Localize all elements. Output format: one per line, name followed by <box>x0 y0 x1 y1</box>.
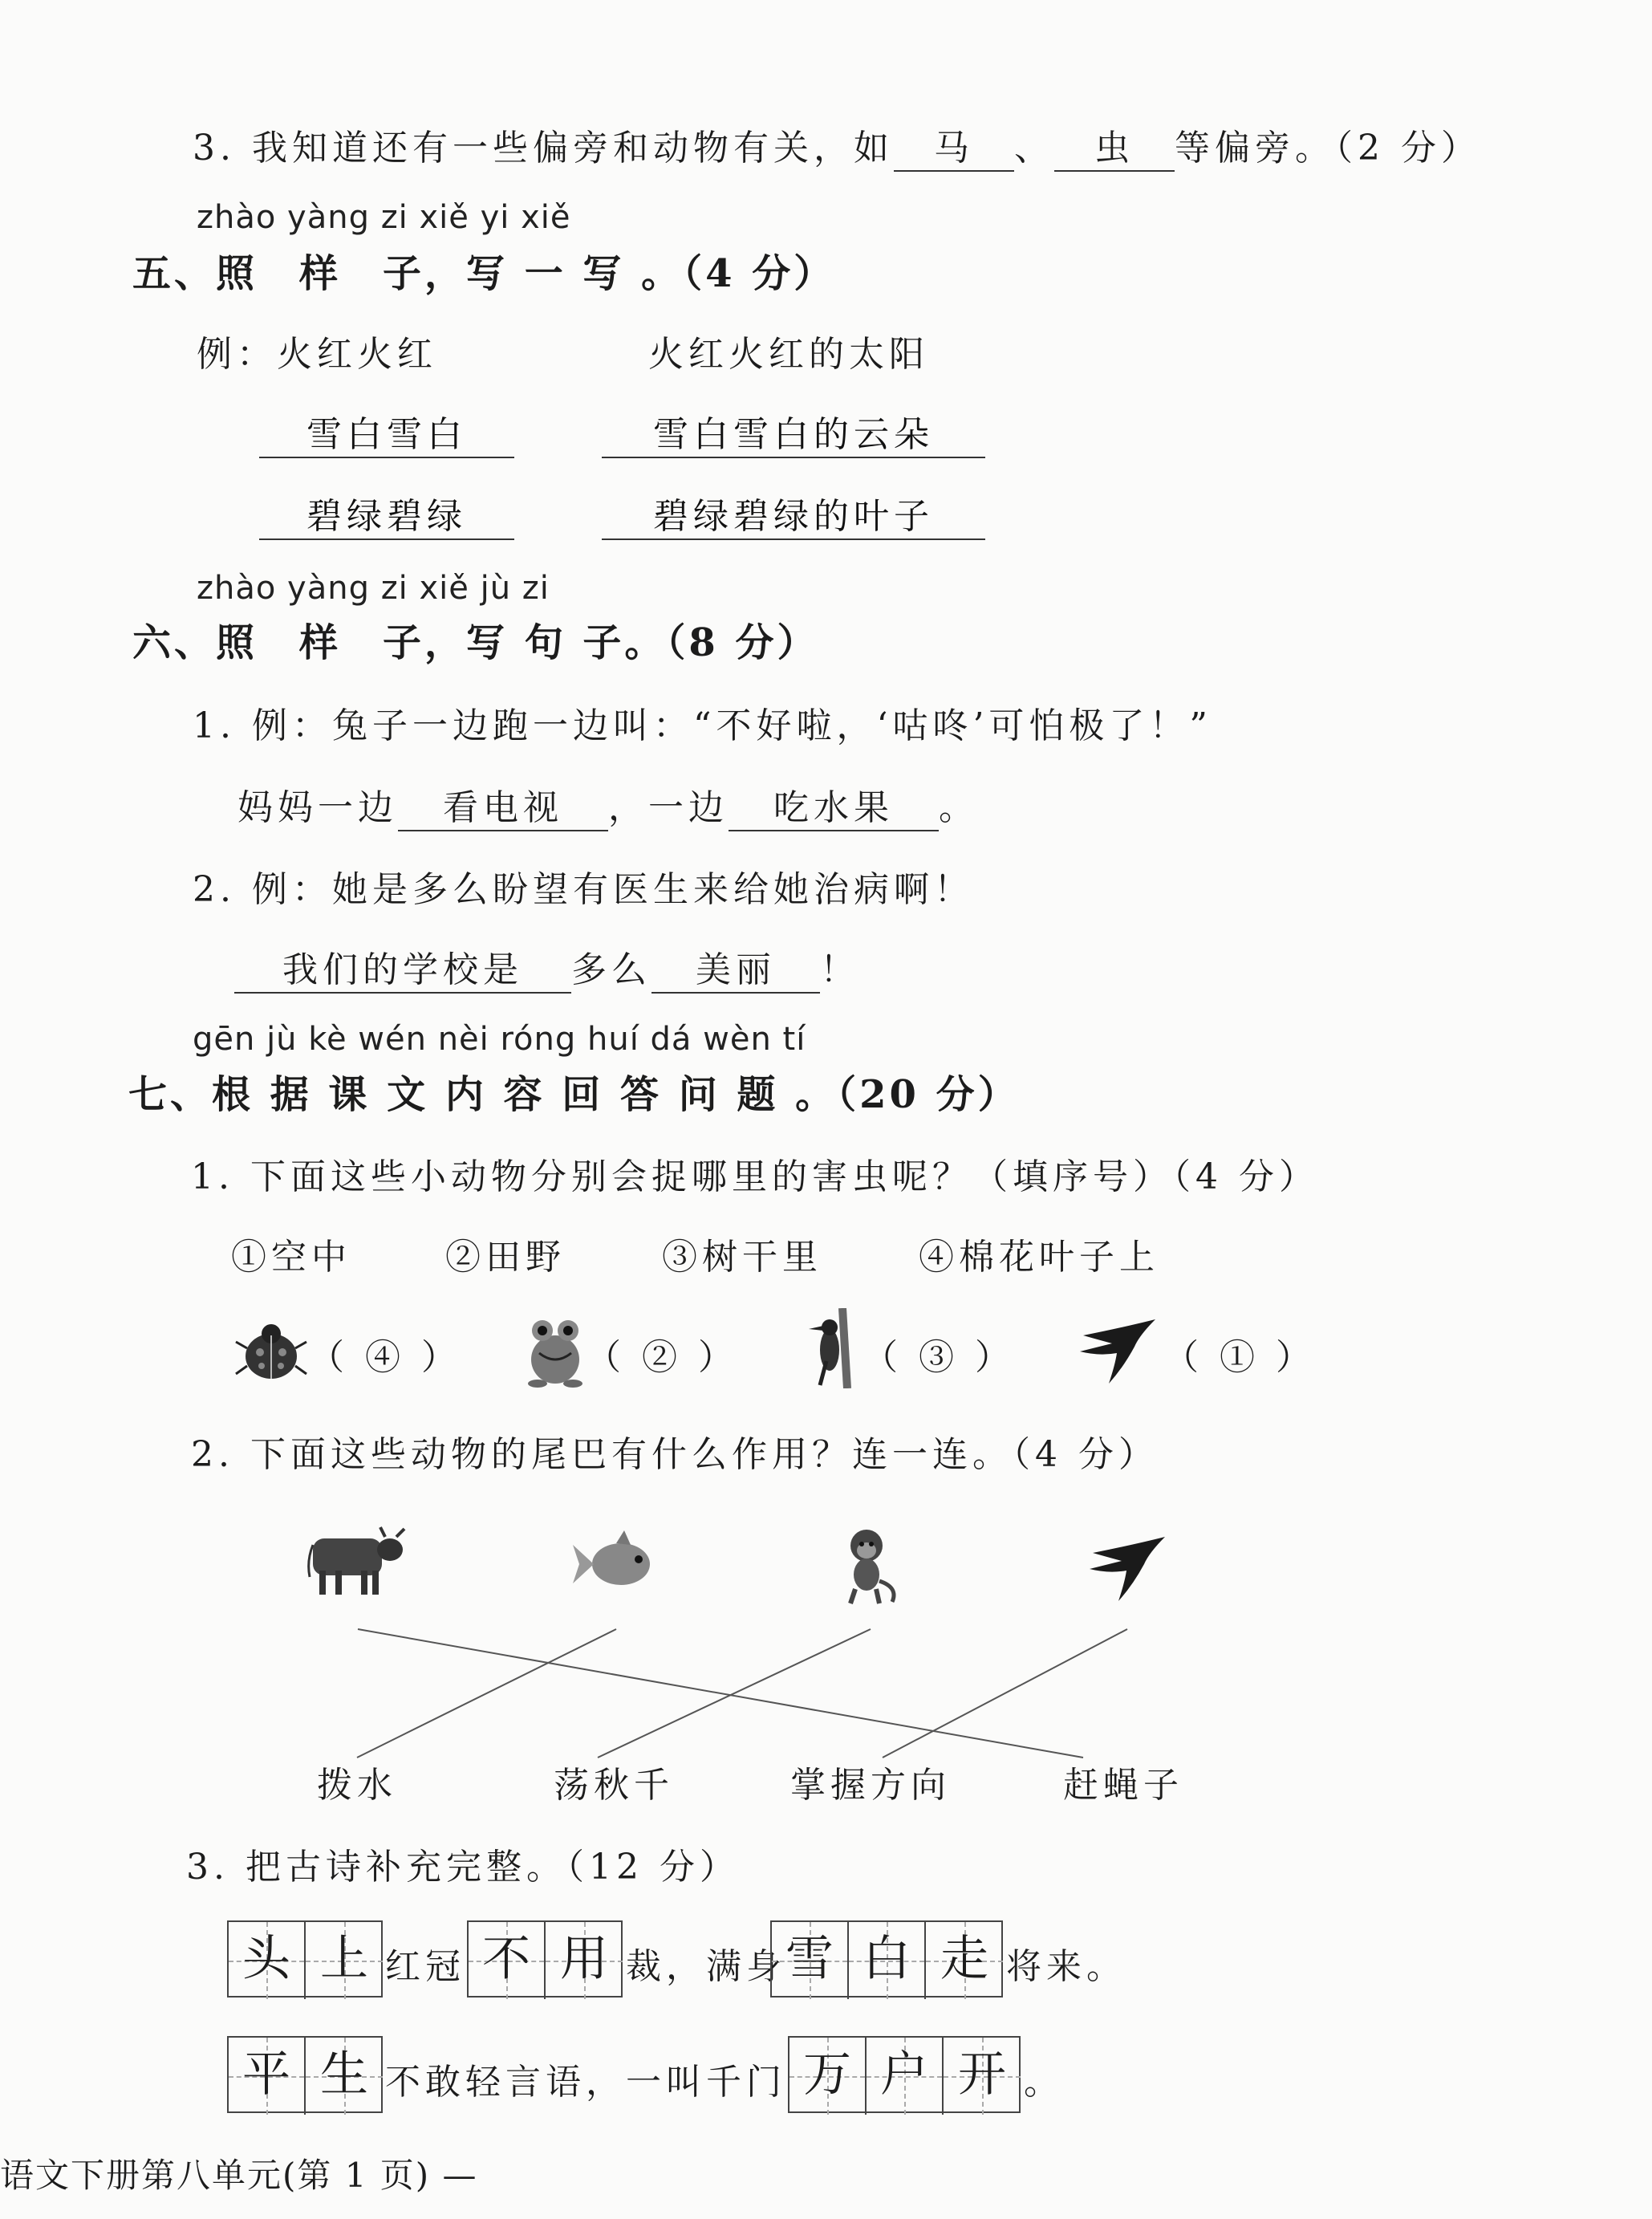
poem-box[interactable] <box>227 1920 383 1998</box>
poem-text: 将来。 <box>1006 1946 1126 1987</box>
answer-blank[interactable]: 碧绿碧绿 <box>259 487 514 540</box>
q6-2-end: ！ <box>820 949 860 990</box>
match-line-monkey[interactable] <box>598 1629 871 1758</box>
q4-3-tail: 等偏旁。（2 分） <box>1174 128 1481 169</box>
match-word-1[interactable]: 拨水 <box>317 1765 397 1806</box>
q7-1-text: 1. 下面这些小动物分别会捉哪里的害虫呢？（填序号）（4 分） <box>191 1156 1319 1197</box>
q6-1-example: 1. 例：兔子一边跑一边叫：“不好啦，‘咕咚’可怕极了！” <box>193 705 1212 746</box>
answer-blank[interactable]: 马 <box>894 119 1014 172</box>
answer-blank[interactable]: 看电视 <box>398 778 608 831</box>
match-line-fish[interactable] <box>357 1629 616 1758</box>
poem-box[interactable] <box>770 1920 1003 1998</box>
poem-cell[interactable]: 户 <box>867 2038 944 2115</box>
answer-ladybug[interactable]: （ ④ ） <box>309 1337 461 1378</box>
poem-cell[interactable]: 用 <box>546 1922 623 1999</box>
option-3: ③树干里 <box>662 1237 822 1278</box>
example-phrase: 火红火红的太阳 <box>648 334 929 375</box>
poem-text: 不敢轻言语，一叫千门 <box>385 2062 786 2103</box>
poem-cell[interactable]: 走 <box>926 1922 1003 1999</box>
option-2: ②田野 <box>445 1237 566 1278</box>
page-footer: 语文下册第八单元(第 1 页) — <box>0 2156 478 2195</box>
separator: 、 <box>1013 128 1054 169</box>
poem-cell[interactable]: 不 <box>469 1922 546 1999</box>
match-line-ox[interactable] <box>358 1629 1083 1758</box>
poem-cell[interactable]: 上 <box>306 1922 383 1999</box>
poem-text: 。 <box>1024 2062 1064 2103</box>
q6-2-example: 2. 例：她是多么盼望有医生来给她治病啊！ <box>193 869 974 910</box>
section6-title: 六、照 样 子，写 句 子。（8 分） <box>132 620 819 665</box>
section5-pinyin: zhào yàng zi xiě yi xiě <box>197 199 571 236</box>
match-word-4[interactable]: 赶蝇子 <box>1063 1765 1183 1806</box>
q6-1-mid: ，一边 <box>608 787 729 828</box>
poem-cell[interactable]: 头 <box>229 1922 306 1999</box>
answer-blank[interactable]: 雪白雪白的云朵 <box>602 405 985 458</box>
poem-box[interactable] <box>227 2036 383 2113</box>
q6-2-mid: 多么 <box>571 949 651 990</box>
match-word-3[interactable]: 掌握方向 <box>790 1765 951 1806</box>
q6-1-prefix: 妈妈一边 <box>237 787 398 828</box>
option-4: ④棉花叶子上 <box>919 1237 1159 1278</box>
q4-3-text: 3. 我知道还有一些偏旁和动物有关，如 <box>193 128 894 169</box>
poem-text: 红冠 <box>385 1946 465 1987</box>
poem-box[interactable] <box>467 1920 623 1998</box>
poem-cell[interactable]: 白 <box>849 1922 926 1999</box>
answer-frog[interactable]: （ ② ） <box>586 1337 738 1378</box>
match-line-swallow[interactable] <box>883 1629 1127 1758</box>
section7-title: 七、根 据 课 文 内 容 回 答 问 题 。（20 分） <box>128 1072 1020 1117</box>
answer-blank[interactable]: 吃水果 <box>729 778 939 831</box>
q6-1-end: 。 <box>939 787 979 828</box>
poem-cell[interactable]: 雪 <box>772 1922 849 1999</box>
example-label: 例：火红火红 <box>197 334 437 375</box>
answer-swallow[interactable]: （ ① ） <box>1163 1337 1316 1378</box>
poem-text: 裁，满身 <box>626 1946 786 1987</box>
poem-cell[interactable]: 生 <box>306 2038 383 2115</box>
answer-blank[interactable]: 美丽 <box>651 941 820 994</box>
section5-title: 五、照 样 子，写 一 写 。（4 分） <box>132 251 836 296</box>
section7-pinyin: gēn jù kè wén nèi róng huí dá wèn tí <box>193 1021 806 1058</box>
answer-blank[interactable]: 虫 <box>1054 119 1175 172</box>
poem-box[interactable] <box>788 2036 1021 2113</box>
poem-cell[interactable]: 开 <box>944 2038 1021 2115</box>
answer-blank[interactable]: 碧绿碧绿的叶子 <box>602 487 985 540</box>
answer-blank[interactable]: 雪白雪白 <box>259 405 514 458</box>
answer-blank[interactable]: 我们的学校是 <box>234 941 571 994</box>
answer-woodpecker[interactable]: （ ③ ） <box>863 1337 1015 1378</box>
q7-2-text: 2. 下面这些动物的尾巴有什么作用？连一连。（4 分） <box>191 1434 1159 1475</box>
match-word-2[interactable]: 荡秋千 <box>554 1765 674 1806</box>
poem-cell[interactable]: 平 <box>229 2038 306 2115</box>
option-1: ①空中 <box>231 1237 351 1278</box>
q7-3-text: 3. 把古诗补充完整。（12 分） <box>186 1847 740 1888</box>
poem-cell[interactable]: 万 <box>789 2038 867 2115</box>
section6-pinyin: zhào yàng zi xiě jù zi <box>197 570 550 607</box>
